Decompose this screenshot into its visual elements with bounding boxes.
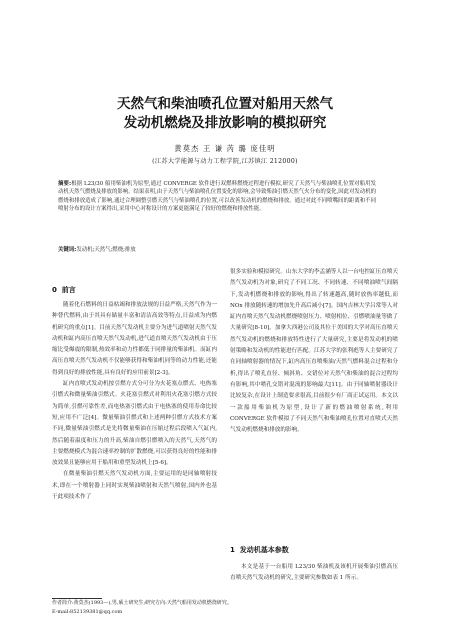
section-number: 0	[52, 286, 57, 294]
section-title: 前言	[61, 286, 76, 294]
intro-left-column	[52, 300, 217, 503]
intro-right-column	[230, 267, 398, 436]
footnote-author-bio: 作者简介:黄莫杰(1993—),男,硕士研究生;研究方向:天然气船用发动机燃烧研究。	[52, 600, 232, 606]
title-line-1: 天然气和柴油喷孔位置对船用天然气	[117, 96, 333, 112]
paragraph: 本文是基于一台船用 L23/30 柴油机及该机开展柴油引燃高压直喷天然气发动机的研究,主要研究参数如表 1 所示。	[230, 564, 398, 582]
section-heading-engine-parameters	[230, 545, 289, 555]
section1-text	[230, 562, 398, 585]
section-number: 1	[230, 546, 235, 554]
title-line-2: 发动机燃烧及排放影响的模拟研究	[123, 115, 327, 131]
keywords-label: 关键词:	[58, 247, 77, 253]
section-title: 发动机基本参数	[239, 546, 289, 554]
paragraph: 很多实验和模拟研究。山东大学的李孟涵等人以一台电控缸压直喷天然气发动机为对象,研究了不同工况、不同转速、不同喷油喷气间隔下,发动机燃烧和排放的影响,得出了转速越高,随时放热率越低,而 NOx 排放随转速的增加先升高后减小[7]。国内吉林大学吕常等人对缸内直喷天然气发动机燃烧喷射压力、喷射相位、引燃喷油量等做了大量研究[8-10]。加拿大西港公司及其位于美国的大学对高压直喷天然气发动机的燃烧和排放特性进行了大量研究,主要是将发动机的喷射策略和发动机的性能进行匹配。江苏大学的张利彪等人主要研究了在同轴喷射器的情况下,缸内高压直喷柴油/天然气燃料混合过程和分析,得出了喷孔直径、倾斜角、交错位对天然气和柴油的混合过程均有影响,其中喷孔交错对混流的影响最大[11]。由于同轴喷射器设计比较复杂,在设计上制造要求很高,目前很少有厂商正试运用。本文以一款船用柴油机为原型,设计了新的燃油喷射系统,利用 CONVERGE 软件模拟了不同天然气和柴油喷孔位置对直喷式天然气发动机燃烧和排放的影响。	[230, 269, 398, 434]
keywords-text: 发动机;天然气;燃烧;排放	[76, 247, 136, 253]
paper-title	[0, 95, 450, 133]
keywords	[58, 246, 376, 254]
abstract-label: 摘要:	[58, 181, 72, 187]
footnote-divider	[52, 598, 102, 599]
affiliation: (江苏大学能源与动力工程学院,江苏镇江 212000)	[152, 158, 298, 165]
authors: 黄莫杰 王 谦 芮 璐 庞佳明	[174, 144, 276, 153]
abstract	[58, 180, 376, 214]
paragraph: 随着化石燃料的日益枯竭和排放法规的日益严格,天然气作为一种替代燃料,由于其具有储量丰富和清洁高效等特点,日益成为内燃机研究的重点[1]。目前天然气发动机主要分为进气道喷射天然气发动机和缸内高压直喷天然气发动机,进气道直喷天然气发动机由于压缩比受爆震的限制,热效率和动力性都低于同排量的柴油机。而缸内高压直喷天然气发动机不仅能够获得和柴油机同等的动力性能,还能得到良好的排放性能,具有良好的应用前景[2-3]。	[52, 302, 217, 376]
abstract-text: 根据 L23/30 船用柴油机为原型,通过 CONVERGE 软件进行双燃料燃烧过程进行模拟,研究了天然气与柴油喷孔位置对船用发动机天然气燃烧及排放的影响。结果表明,由于天然气与柴油喷孔位置变化的影响,会导致柴油引燃天然气火分布的变化,因此对发动机的燃烧和排放造成了影响,通过合理调整引燃天然气与柴油喷孔的位置,可以改善发动机的燃烧和排放。通过对此不同喷嘴间的距离和不同喷射分布的设计方案得出,采用中心对称设计的方案更能满足了较好的燃烧和排放性能。	[58, 181, 376, 213]
footnote-email: E-mail:852139381@qq.com	[52, 609, 123, 615]
paragraph: 在微量柴油引燃天然气发动机方面,主要运用的是同轴喷射技术,即在一个喷射器上同时实现柴油喷射和天然气喷射,国内外也基于此项技术作了	[52, 471, 217, 501]
section-heading-introduction	[52, 285, 76, 295]
paragraph: 缸内直喷式发动机按引燃方式分可分为火花塞点燃式、电热塞引燃式和微量柴油引燃式。火花塞引燃式对利用火花塞引燃方式较为简单,引燃可靠性差,而电热塞引燃式由于电热塞的使用寿命比较短,应用不广泛[4]。微量柴油引燃式和上述两种引燃方式技术方案不同,微量柴油引燃式是先将微量柴油在压缩过程后段喷入气缸内,然后随着温度和压力的升高,柴油自燃引燃喷入的天然气,天然气的主要燃烧模式为混合速率控制的扩散燃烧,可以获得良好的性能和排放效果且能够应用于船用和重型发动机上[5-6]。	[52, 381, 217, 467]
